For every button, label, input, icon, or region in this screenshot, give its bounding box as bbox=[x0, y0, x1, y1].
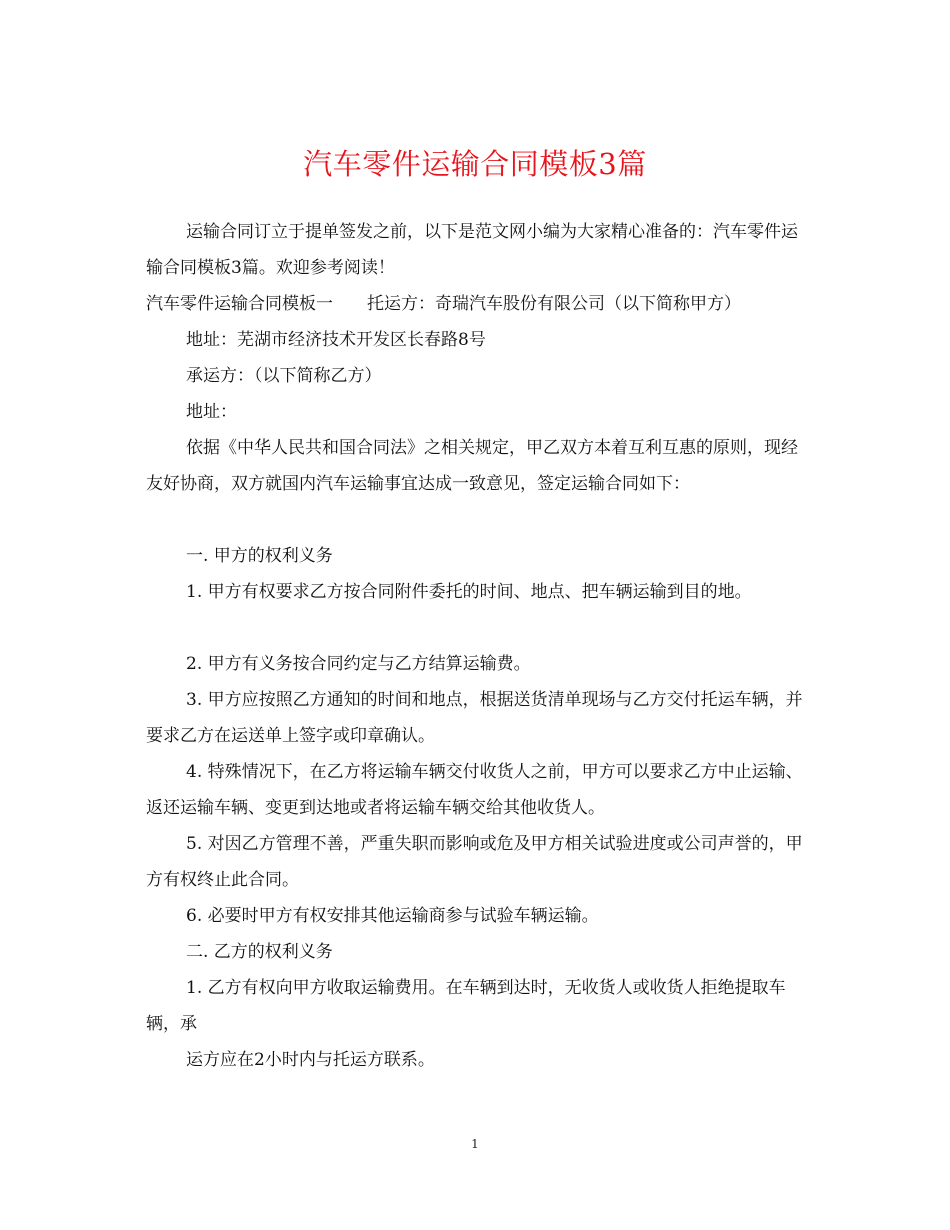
document-title: 汽车零件运输合同模板3篇 bbox=[303, 147, 647, 181]
address-line-party-a: 地址：芜湖市经济技术开发区长春路8号 bbox=[186, 330, 486, 350]
clause-a-2: 2. 甲方有义务按合同约定与乙方结算运输费。 bbox=[186, 654, 531, 674]
intro-paragraph: 运输合同订立于提单签发之前，以下是范文网小编为大家精心准备的：汽车零件运输合同模板3篇。欢迎参考阅读！ bbox=[146, 222, 798, 278]
preamble-paragraph: 依据《中华人民共和国合同法》之相关规定，甲乙双方本着互利互惠的原则，现经友好协商，双方就国内汽车运输事宜达成一致意见，签定运输合同如下： bbox=[146, 438, 798, 494]
clause-a-3: 3. 甲方应按照乙方通知的时间和地点，根据送货清单现场与乙方交付托运车辆，并要求乙方在运送单上签字或印章确认。 bbox=[146, 690, 803, 746]
clause-a-1: 1. 甲方有权要求乙方按合同附件委托的时间、地点、把车辆运输到目的地。 bbox=[186, 582, 752, 602]
clause-a-6: 6. 必要时甲方有权安排其他运输商参与试验车辆运输。 bbox=[186, 906, 599, 926]
clause-a-4: 4. 特殊情况下，在乙方将运输车辆交付收货人之前，甲方可以要求乙方中止运输、返还运输车辆、变更到达地或者将运输车辆交给其他收货人。 bbox=[146, 762, 803, 818]
carrier-line: 承运方：（以下简称乙方） bbox=[186, 366, 382, 386]
page-number: 1 bbox=[471, 1137, 479, 1151]
clause-b-1-continued: 运方应在2小时内与托运方联系。 bbox=[186, 1050, 435, 1070]
section-heading-party-a: 一. 甲方的权利义务 bbox=[186, 546, 333, 566]
clause-b-1: 1. 乙方有权向甲方收取运输费用。在车辆到达时，无收货人或收货人拒绝提取车辆，承 bbox=[146, 978, 786, 1034]
address-line-party-b: 地址： bbox=[186, 402, 237, 422]
contract-heading-line: 汽车零件运输合同模板一 托运方：奇瑞汽车股份有限公司（以下简称甲方） bbox=[146, 294, 741, 314]
clause-a-5: 5. 对因乙方管理不善，严重失职而影响或危及甲方相关试验进度或公司声誉的，甲方有权终止此合同。 bbox=[146, 834, 803, 890]
section-heading-party-b: 二. 乙方的权利义务 bbox=[186, 942, 333, 962]
